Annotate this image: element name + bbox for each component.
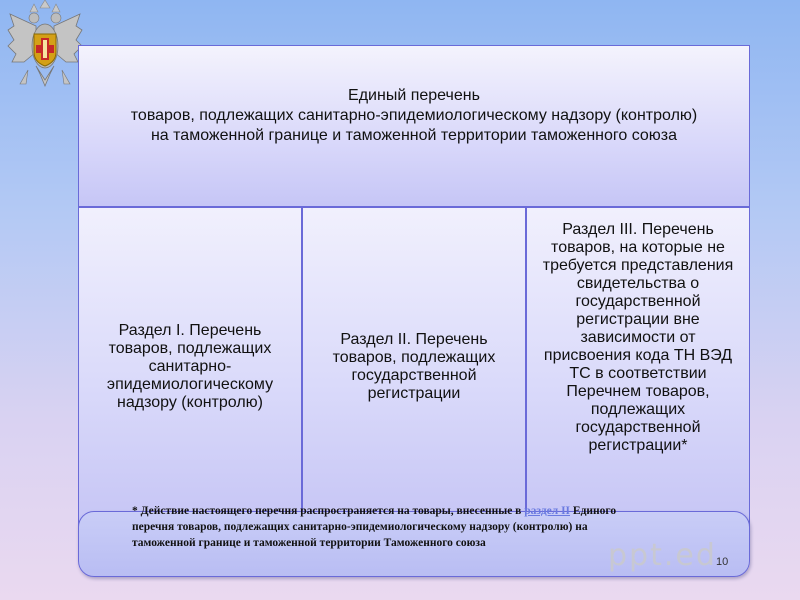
header-box	[78, 45, 750, 207]
section-3-box	[526, 207, 750, 527]
emblem-icon	[6, 0, 84, 100]
header-subtitle-line2: на таможенной границе и таможенной территории таможенного союза	[150, 127, 678, 144]
section-2-label: Раздел II. Перечень товаров, подлежащих государственной регистрации	[332, 331, 496, 402]
section-1-label: Раздел I. Перечень товаров, подлежащих санитарно-эпидемиологическому надзору (контролю)	[106, 322, 274, 411]
header-subtitle-line1: товаров, подлежащих санитарно-эпидемиологическому надзору (контролю)	[130, 107, 698, 124]
footnote-text-after: Единого перечня товаров, подлежащих санитарно-эпидемиологическому надзору (контролю) на таможенной границе и таможенной территории Таможенного союза	[132, 505, 617, 549]
footnote-text	[132, 503, 652, 551]
footnote-link[interactable]: раздел II	[524, 505, 571, 517]
section-3-label: Раздел III. Перечень товаров, на которые не требуется представления свидетельства о государственной регистрации вне зависимости от присвоения кода ТН ВЭД ТС в соответствии Перечнем товаров, подлежащих государственной регистрации*	[542, 221, 734, 454]
section-2-box	[302, 207, 526, 527]
footnote-text-before: * Действие настоящего перечня распространяется на товары, внесенные в	[132, 505, 525, 517]
section-1-box	[78, 207, 302, 527]
page-number: 10	[716, 556, 729, 568]
watermark: ppt.ed	[608, 538, 717, 573]
header-title: Единый перечень	[348, 87, 480, 104]
